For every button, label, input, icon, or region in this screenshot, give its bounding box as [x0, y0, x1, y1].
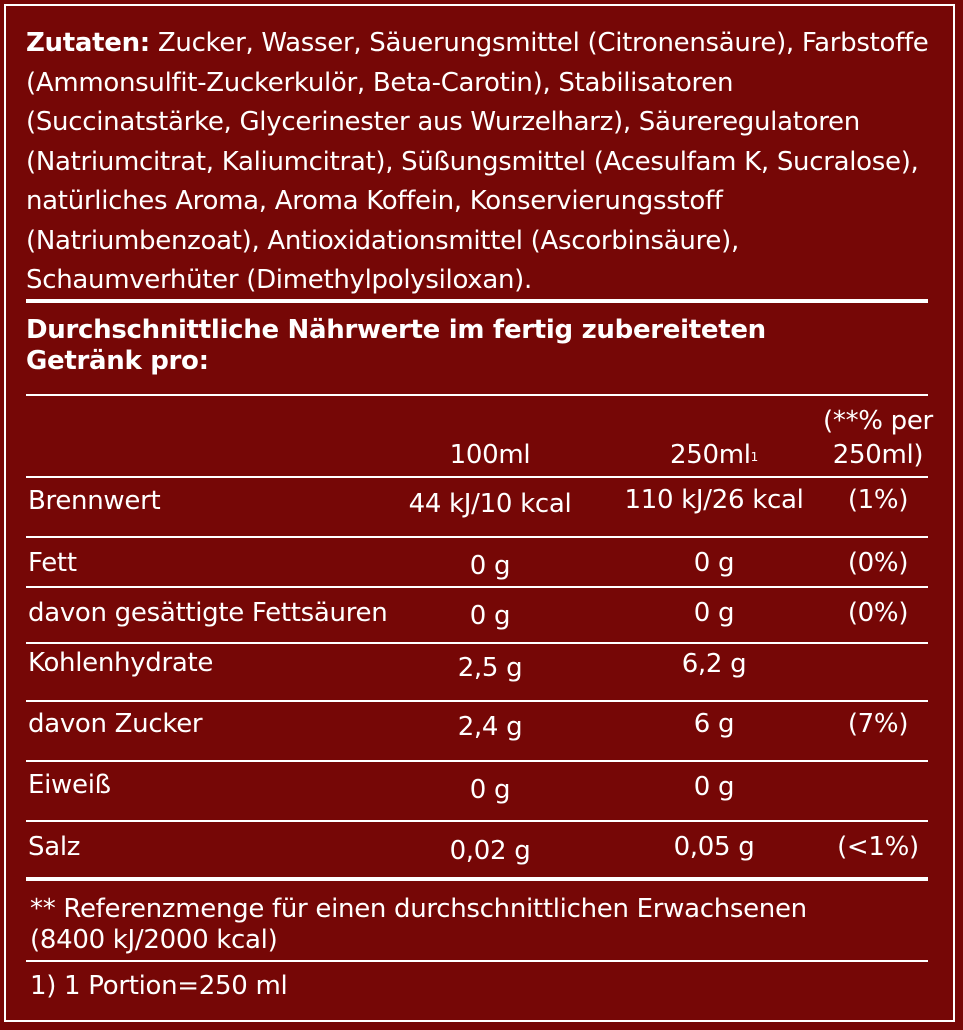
divider	[26, 960, 928, 962]
row-value-100ml: 0 g	[469, 601, 511, 631]
column-header-100ml: 100ml	[449, 440, 531, 470]
row-value-ri: (<1%)	[837, 832, 919, 862]
row-value-250ml: 0 g	[693, 548, 735, 578]
row-value-100ml: 44 kJ/10 kcal	[408, 489, 572, 519]
footnote-reference-line1: ** Referenzmenge für einen durchschnittlichen Erwachsenen	[30, 894, 807, 924]
column-header-250ml-text: 250ml	[669, 440, 751, 470]
ingredients-text	[26, 24, 936, 301]
row-value-250ml: 0 g	[693, 772, 735, 802]
footnote-reference	[30, 894, 807, 956]
row-value-100ml: 0,02 g	[449, 836, 531, 866]
row-value-250ml: 0 g	[693, 598, 735, 628]
row-value-250ml: 6 g	[693, 709, 735, 739]
divider	[26, 642, 928, 644]
row-value-100ml: 2,4 g	[457, 712, 523, 742]
row-label-zucker: davon Zucker	[28, 709, 203, 739]
row-label-gesaettigte-fettsaeuren: davon gesättigte Fettsäuren	[28, 598, 388, 628]
divider	[26, 299, 928, 303]
row-value-100ml: 2,5 g	[457, 653, 523, 683]
ingredients-list: Zucker, Wasser, Säuerungsmittel (Citronensäure), Farbstoffe (Ammonsulfit-Zuckerkulör, Beta-Carotin), Stabilisatoren (Succinatstärke, Glycerinester aus Wurzelharz), Säureregulatoren (Natriumcitrat, Kaliumcitrat), Süßungsmittel (Acesulfam K, Sucralose), natürliches Aroma, Aroma Koffein, Konservierungsstoff (Natriumbenzoat), Antioxidationsmittel (Ascorbinsäure), Schaumverhüter (Dimethylpolysiloxan).	[26, 28, 929, 295]
column-header-250ml	[604, 440, 824, 470]
divider	[26, 476, 928, 478]
nutrition-heading	[26, 315, 926, 377]
footnote-reference-line2: (8400 kJ/2000 kcal)	[30, 925, 278, 955]
divider	[26, 877, 928, 881]
row-value-ri: (7%)	[847, 709, 909, 739]
nutrition-heading-line1: Durchschnittliche Nährwerte im fertig zubereiteten	[26, 315, 766, 345]
divider	[26, 820, 928, 822]
row-value-250ml: 6,2 g	[681, 649, 747, 679]
divider	[26, 586, 928, 588]
ingredients-label: Zutaten:	[26, 28, 150, 58]
row-value-250ml: 0,05 g	[673, 832, 755, 862]
divider	[26, 536, 928, 538]
row-label-kohlenhydrate: Kohlenhydrate	[28, 648, 214, 678]
row-value-ri: (1%)	[847, 485, 909, 515]
footnote-marker: 1	[750, 450, 759, 464]
row-value-100ml: 0 g	[469, 775, 511, 805]
row-label-fett: Fett	[28, 548, 77, 578]
nutrition-heading-line2: Getränk pro:	[26, 346, 209, 376]
column-header-reference-intake	[798, 404, 958, 472]
column-header-ri-line1: (**% per	[823, 406, 933, 436]
divider	[26, 700, 928, 702]
divider	[26, 760, 928, 762]
row-value-ri: (0%)	[847, 598, 909, 628]
row-label-brennwert: Brennwert	[28, 486, 161, 516]
row-value-ri: (0%)	[847, 548, 909, 578]
row-value-250ml: 110 kJ/26 kcal	[624, 485, 804, 515]
row-label-salz: Salz	[28, 832, 81, 862]
column-header-ri-line2: 250ml)	[832, 440, 924, 470]
row-value-100ml: 0 g	[469, 551, 511, 581]
row-label-eiweiss: Eiweiß	[28, 770, 111, 800]
divider	[26, 394, 928, 396]
footnote-portion: 1) 1 Portion=250 ml	[30, 971, 288, 1001]
